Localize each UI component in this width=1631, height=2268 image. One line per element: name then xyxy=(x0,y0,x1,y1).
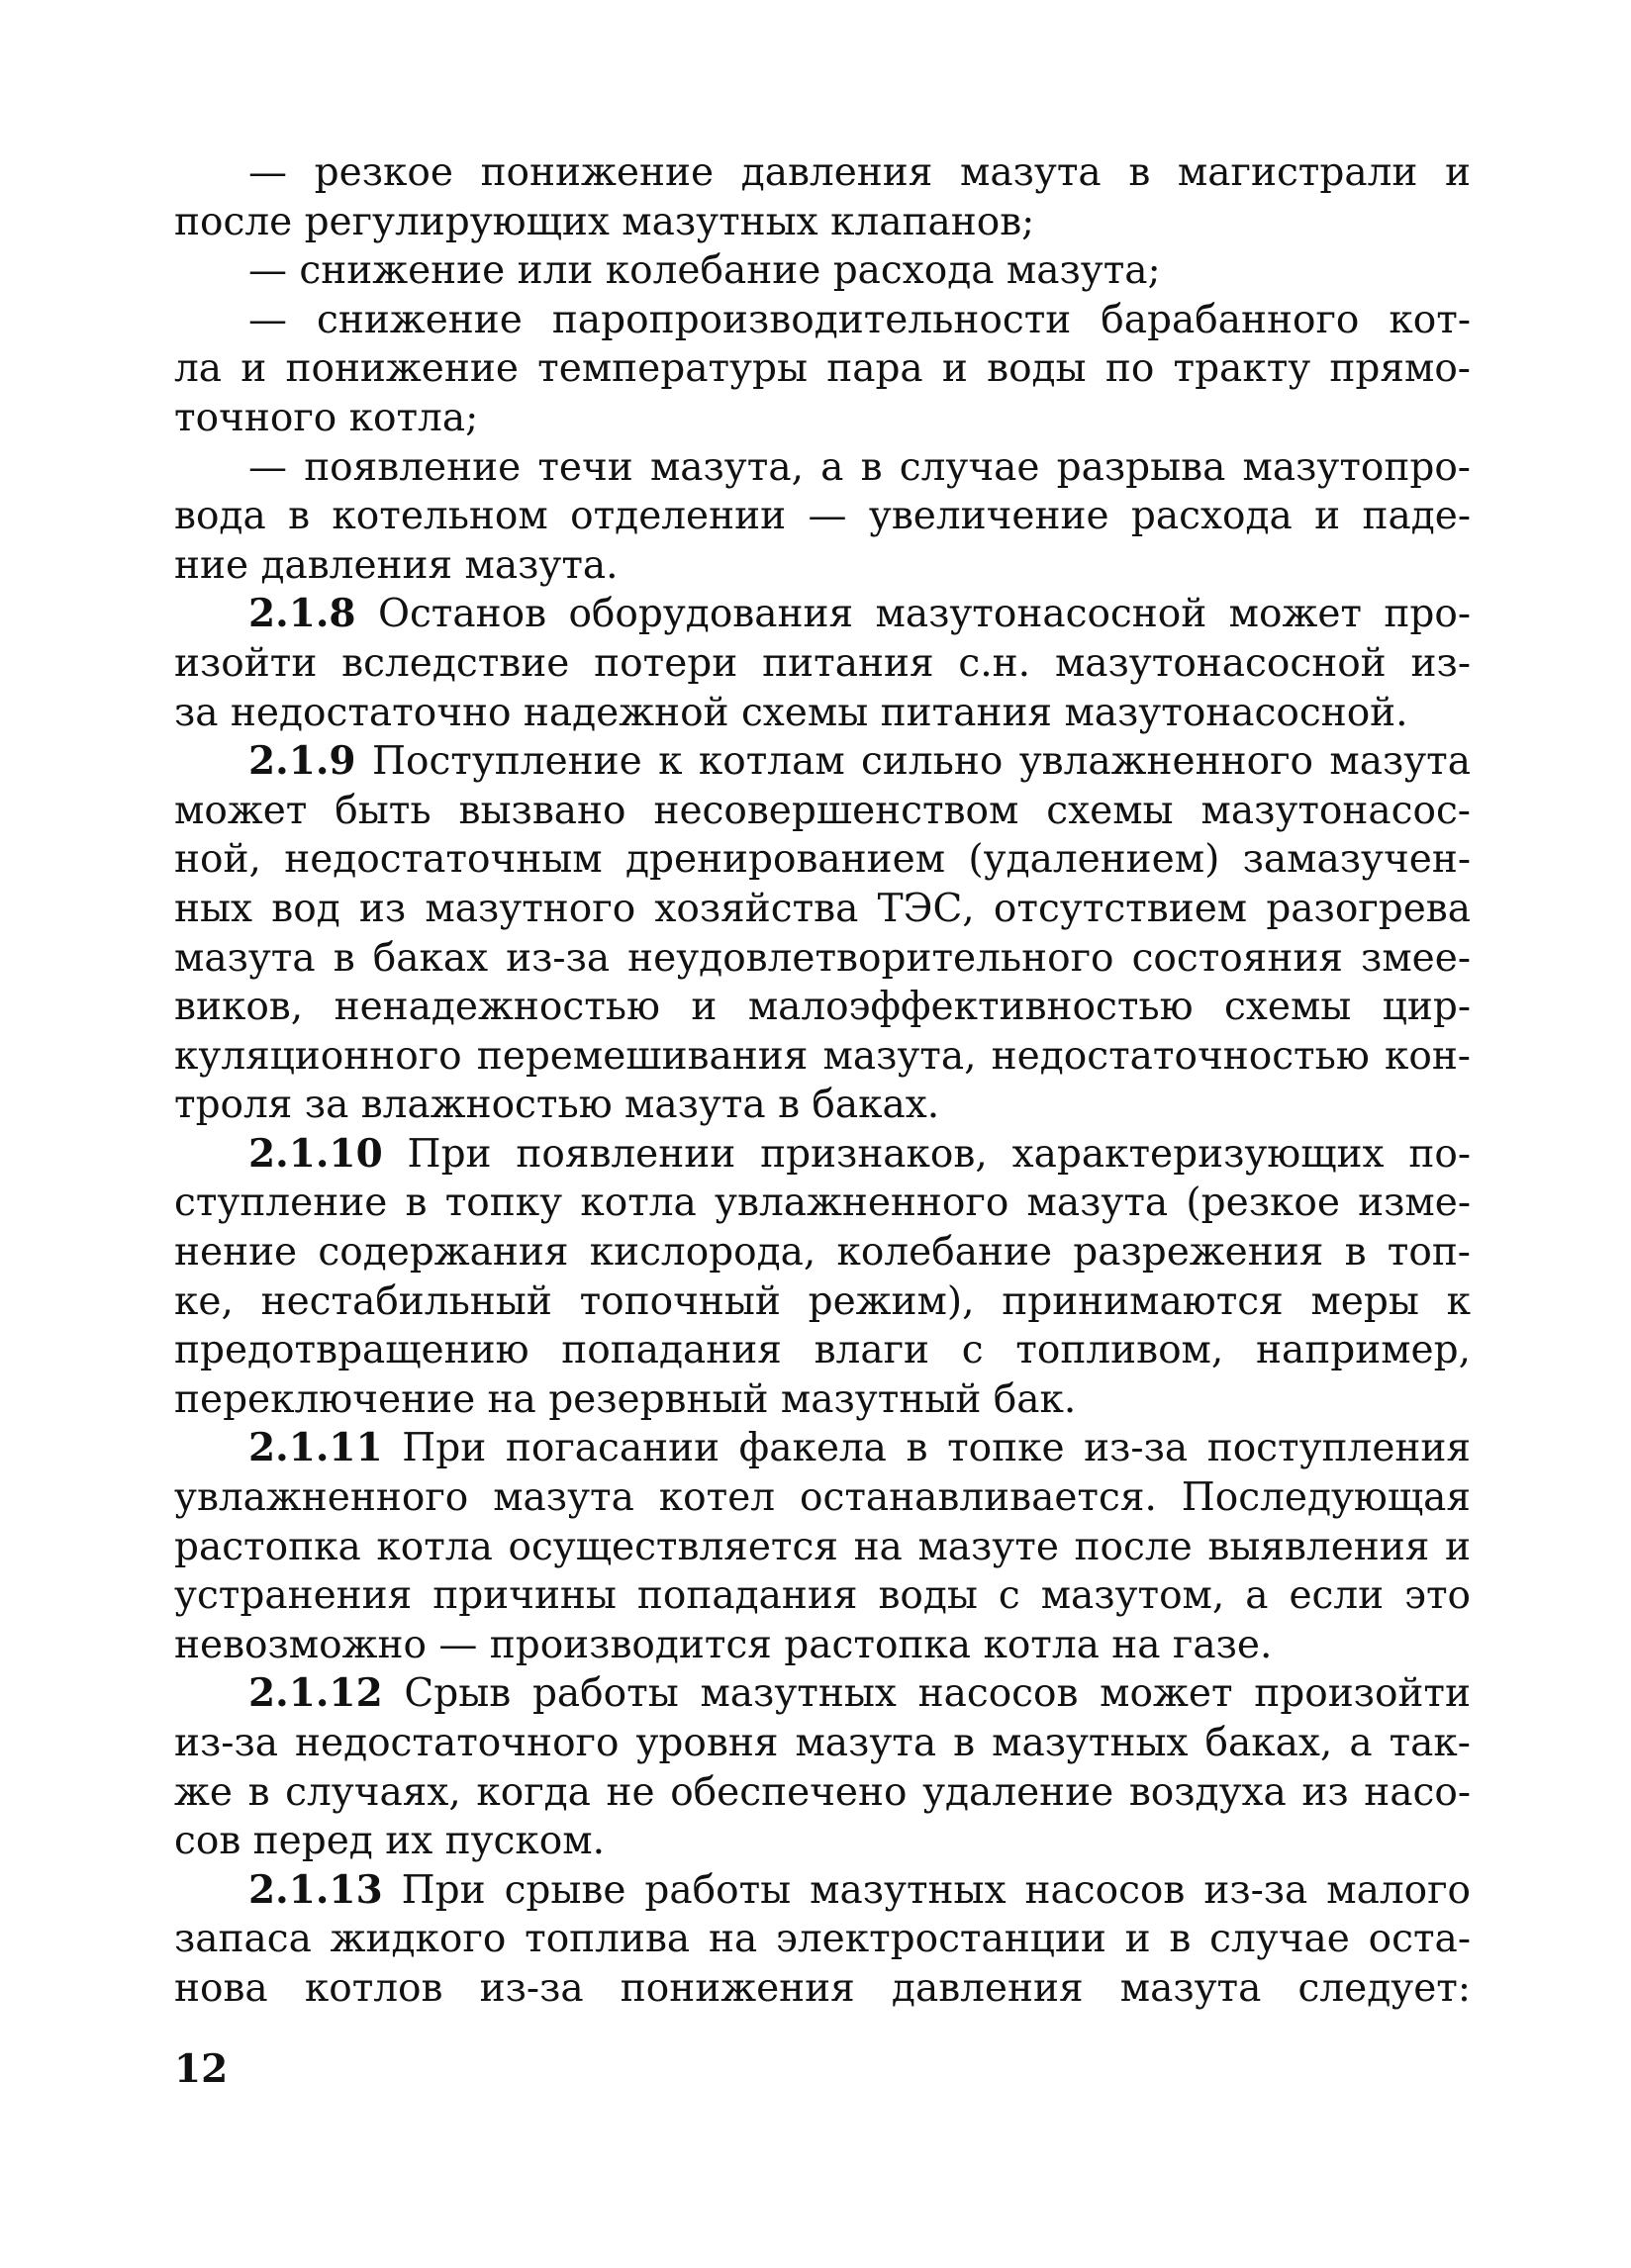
paragraph-2-1-13 xyxy=(174,1866,1471,2014)
text-line: ной, недостаточным дренированием (удалением) замазучен- xyxy=(174,837,1471,883)
text-line: запаса жидкого топлива на электростанции и в случае оста- xyxy=(174,1917,1471,1962)
text-line: — резкое понижение давления мазута в магистрали и xyxy=(248,150,1471,195)
paragraph-2-1-8 xyxy=(174,590,1471,737)
section-number: 2.1.10 xyxy=(248,1130,383,1177)
text-line: троля за влажностью мазута в баках. xyxy=(174,1083,940,1128)
text-line: невозможно — производится растопка котла на газе. xyxy=(174,1622,1273,1667)
text-line-body: Срыв работы мазутных насосов может произойти xyxy=(382,1671,1471,1717)
paragraph-leak xyxy=(174,443,1471,591)
paragraph-flow-drop xyxy=(174,246,1471,296)
text-line-body: Останов оборудования мазутонасосной может про- xyxy=(355,592,1471,637)
text-line: куляционного перемешивания мазута, недостаточностью кон- xyxy=(174,1033,1471,1079)
text-line: может быть вызвано несовершенством схемы мазутонасос- xyxy=(174,788,1471,833)
paragraph-2-1-9 xyxy=(174,737,1471,1130)
text-line: сов перед их пуском. xyxy=(174,1819,605,1864)
text-line xyxy=(174,1866,1471,1916)
text-line: ных вод из мазутного хозяйства ТЭС, отсутствием разогрева xyxy=(174,886,1471,931)
text-line-body: Поступление к котлам сильно увлажненного мазута xyxy=(355,739,1471,785)
text-line: нение содержания кислорода, колебание разрежения в топ- xyxy=(174,1230,1471,1276)
text-line xyxy=(174,1669,1471,1719)
text-line xyxy=(174,590,1471,639)
paragraph-pressure-drop xyxy=(174,148,1471,246)
text-line: нова котлов из-за понижения давления мазута следует: xyxy=(174,1965,1471,2011)
text-line: увлажненного мазута котел останавливается. Последующая xyxy=(174,1475,1471,1521)
text-line xyxy=(174,1130,1471,1180)
text-line-body: При появлении признаков, характеризующих по- xyxy=(382,1131,1471,1177)
text-line: устранения причины попадания воды с мазутом, а если это xyxy=(174,1573,1471,1619)
paragraph-steam-output xyxy=(174,296,1471,443)
text-line: предотвращению попадания влаги с топливом, например, xyxy=(174,1328,1471,1373)
text-line-body: При срыве работы мазутных насосов из-за малого xyxy=(382,1867,1471,1913)
text-line xyxy=(174,737,1471,787)
text-line: — снижение паропроизводительности барабанного кот- xyxy=(248,297,1471,342)
text-line: ние давления мазута. xyxy=(174,542,619,588)
document-page xyxy=(174,148,1471,2014)
section-number: 2.1.8 xyxy=(248,591,356,637)
section-number: 2.1.12 xyxy=(248,1670,383,1717)
text-line: — появление течи мазута, а в случае разрыва мазутопро- xyxy=(248,444,1471,490)
text-line-body: При погасании факела в топке из-за поступления xyxy=(382,1426,1471,1471)
text-line: вода в котельном отделении — увеличение расхода и паде- xyxy=(174,494,1471,539)
text-line: точного котла; xyxy=(174,395,479,440)
section-number: 2.1.11 xyxy=(248,1425,383,1471)
text-line: — снижение или колебание расхода мазута; xyxy=(248,248,1161,294)
text-line: за недостаточно надежной схемы питания мазутонасосной. xyxy=(174,690,1408,735)
section-number: 2.1.13 xyxy=(248,1866,383,1913)
text-line: после регулирующих мазутных клапанов; xyxy=(174,199,1035,244)
text-line xyxy=(174,1424,1471,1473)
text-line: ке, нестабильный топочный режим), принимаются меры к xyxy=(174,1278,1471,1324)
paragraph-2-1-10 xyxy=(174,1130,1471,1425)
text-line: ла и понижение температуры пара и воды по тракту прямо- xyxy=(174,346,1471,392)
text-line: растопка котла осуществляется на мазуте после выявления и xyxy=(174,1524,1471,1569)
paragraph-2-1-11 xyxy=(174,1424,1471,1669)
text-line: изойти вследствие потери питания с.н. мазутонасосной из- xyxy=(174,640,1471,686)
page-number: 12 xyxy=(174,2046,229,2092)
text-line: ступление в топку котла увлажненного мазута (резкое изме- xyxy=(174,1181,1471,1226)
text-line: же в случаях, когда не обеспечено удаление воздуха из насо- xyxy=(174,1769,1471,1815)
text-line: из-за недостаточного уровня мазута в мазутных баках, а так- xyxy=(174,1721,1471,1765)
paragraph-2-1-12 xyxy=(174,1669,1471,1865)
text-line: мазута в баках из-за неудовлетворительного состояния змее- xyxy=(174,935,1471,981)
text-line: переключение на резервный мазутный бак. xyxy=(174,1376,1077,1422)
section-number: 2.1.9 xyxy=(248,738,356,785)
text-line: виков, ненадежностью и малоэффективностью схемы цир- xyxy=(174,985,1471,1030)
